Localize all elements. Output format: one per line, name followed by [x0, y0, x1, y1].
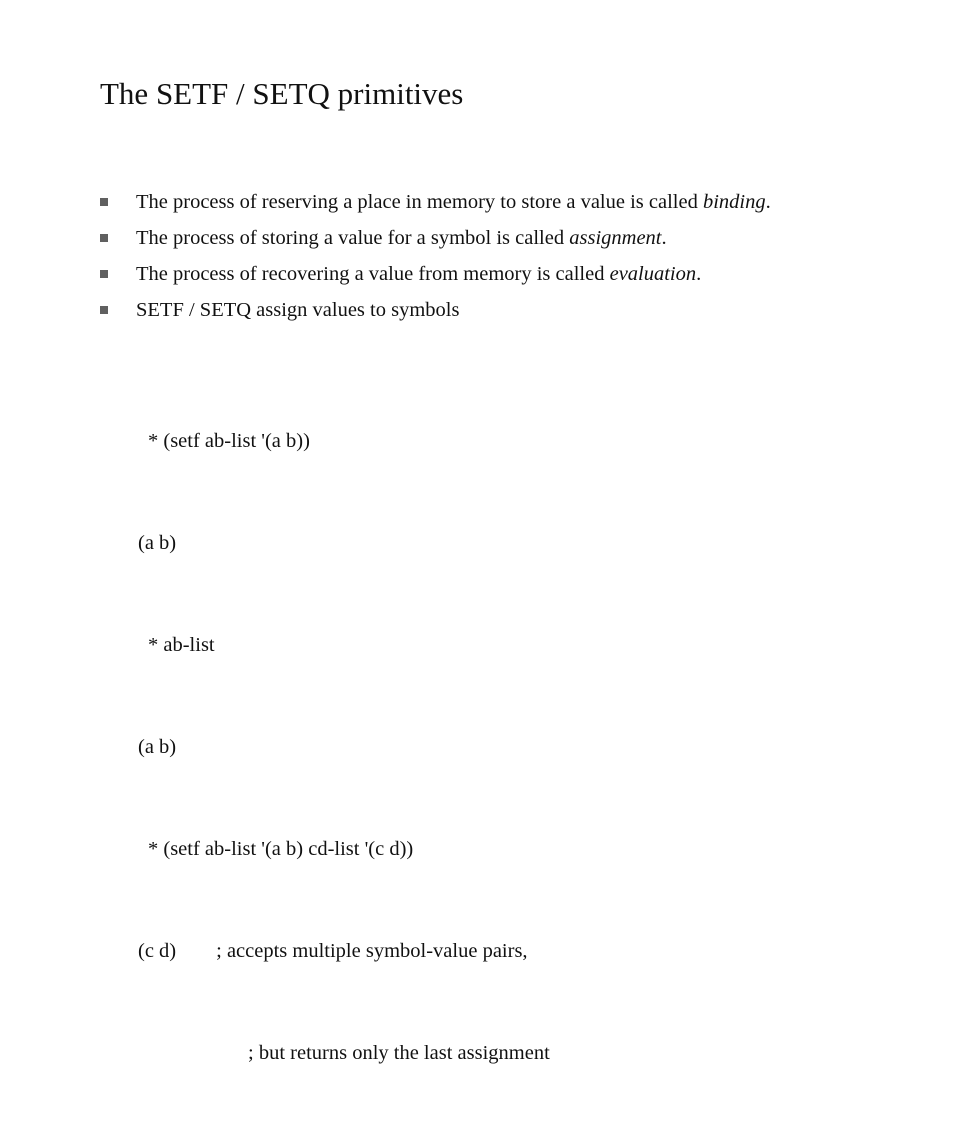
code-line-3: * ab-list [148, 634, 215, 656]
code-line-1: * (setf ab-list '(a b)) [148, 430, 310, 452]
bullet-text: The process of storing a value for a symbol is called assignment. [136, 227, 667, 249]
code-line-5: * (setf ab-list '(a b) cd-list '(c d)) [148, 838, 414, 860]
code-line-4: (a b) [138, 736, 177, 758]
code-line-2: (a b) [138, 532, 177, 554]
bullet-text: The process of recovering a value from memory is called evaluation. [136, 263, 702, 285]
bullet-list [100, 189, 900, 333]
square-bullet-icon [100, 234, 108, 242]
bullet-evaluation [100, 261, 900, 287]
term-assignment: assignment [569, 227, 662, 249]
code-example [138, 356, 550, 1138]
bullet-binding [100, 189, 900, 215]
term-binding: binding [702, 191, 766, 213]
bullet-assignment [100, 225, 900, 251]
term-evaluation: evaluation [609, 263, 697, 285]
square-bullet-icon [100, 270, 108, 278]
code-comment: ; accepts multiple symbol-value pairs, [216, 940, 528, 962]
code-line-7: ; but returns only the last assignment [248, 1042, 550, 1064]
code-line-6 [138, 934, 550, 968]
bullet-setf-setq [100, 297, 900, 323]
slide-title: The SETF / SETQ primitives [100, 76, 464, 111]
code-result: (c d) [138, 940, 177, 962]
bullet-text: The process of reserving a place in memory to store a value is called binding. [136, 191, 771, 213]
bullet-text: SETF / SETQ assign values to symbols [136, 299, 460, 321]
square-bullet-icon [100, 306, 108, 314]
square-bullet-icon [100, 198, 108, 206]
